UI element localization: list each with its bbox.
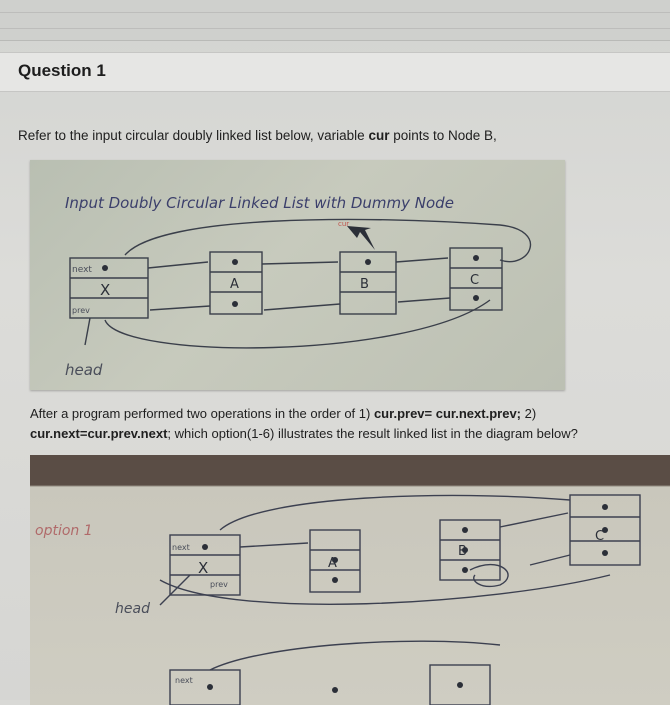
node-c-label: C <box>595 529 605 544</box>
dummy-node-label: X <box>100 281 111 299</box>
head-label: head <box>65 361 103 379</box>
operation-2: cur.next=cur.prev.next <box>30 426 168 441</box>
option-1-diagram <box>30 455 670 705</box>
operation-line-2: cur.next=cur.prev.next; which option(1-6) illustrates the result linked list in the diagram below? <box>30 426 578 441</box>
node-a-label: A <box>230 277 239 292</box>
next-arrow-a-b <box>262 262 338 264</box>
node-b-label: B <box>458 544 467 559</box>
option-label: option 1 <box>35 523 93 539</box>
dummy-next-label: next <box>72 265 92 275</box>
option-1-drawing <box>30 455 670 705</box>
node-b-box <box>440 520 500 580</box>
input-list-diagram <box>30 160 565 390</box>
input-list-drawing <box>30 160 565 390</box>
prev-arrow-c-b <box>530 555 570 565</box>
node-b-label: B <box>360 277 369 292</box>
question-title: Question 1 <box>18 61 106 80</box>
dummy-node-label: X <box>198 559 209 577</box>
next-arrow <box>240 543 308 547</box>
node-c-label: C <box>470 273 480 288</box>
head-label: head <box>115 601 150 617</box>
prev-arrow-b-a <box>264 304 340 310</box>
dummy-prev-label: prev <box>210 580 228 589</box>
prev-arrow-c-b <box>398 298 450 302</box>
dummy-prev-label: prev <box>72 306 90 315</box>
dummy-next-label: next <box>172 543 190 552</box>
head-arrow <box>85 318 90 345</box>
operation-1: cur.prev= cur.next.prev; <box>373 406 521 421</box>
next-arrow-b-c <box>500 513 568 527</box>
diagram-heading: Input Doubly Circular Linked List with Dummy Node <box>65 194 454 212</box>
next-row-label: next <box>175 676 193 685</box>
next-arrow-b-c <box>396 258 448 262</box>
prev-arrow-a-x <box>150 306 210 310</box>
operation-description <box>30 404 670 444</box>
prompt-text-start: Refer to the input circular doubly linked list below, variable <box>18 128 369 143</box>
cur-label: cur <box>338 220 350 228</box>
cur-arrow <box>347 226 375 250</box>
top-frame <box>0 0 670 41</box>
top-arc <box>220 495 570 530</box>
operation-line-1: After a program performed two operations in the order of 1) cur.prev= cur.next.prev; 2) <box>30 406 537 421</box>
prompt-text-end: points to Node B, <box>389 128 497 143</box>
node-a-label: A <box>328 556 337 571</box>
question-prompt <box>18 128 658 143</box>
question-header <box>0 52 670 92</box>
next-arrow-x-a <box>148 262 208 268</box>
top-circular-arc <box>125 219 530 261</box>
prompt-variable: cur <box>368 128 390 143</box>
self-loop <box>470 565 508 587</box>
